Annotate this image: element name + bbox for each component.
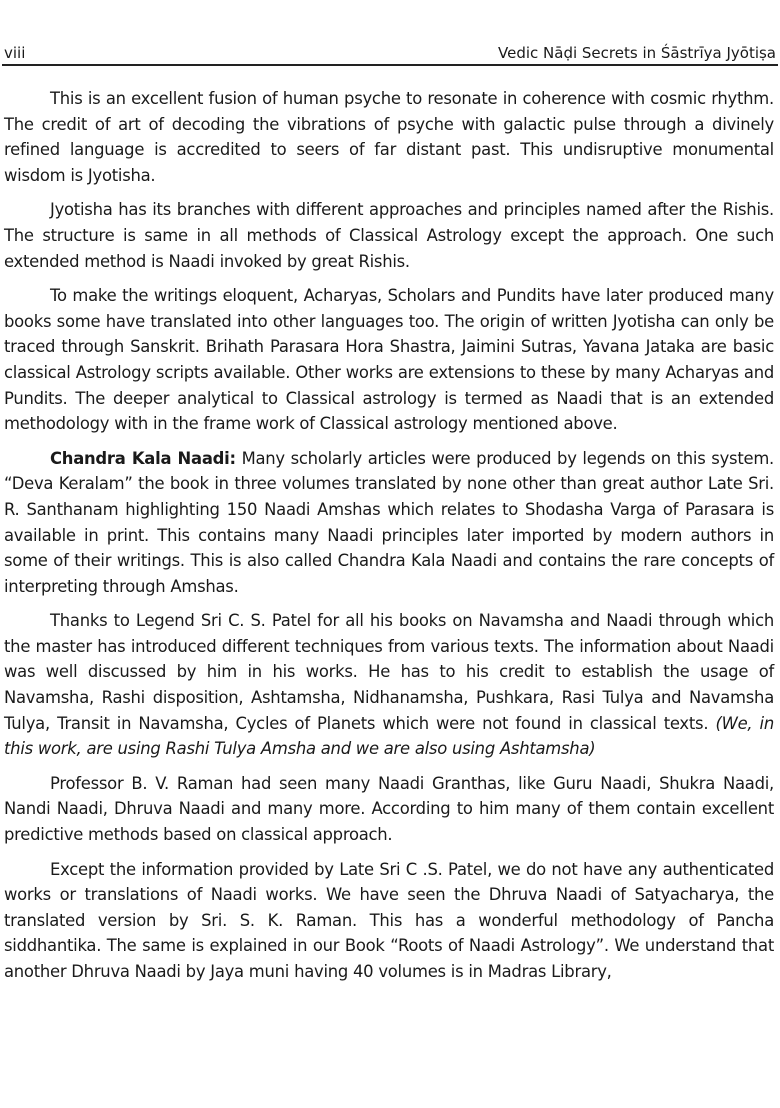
paragraph [4, 857, 774, 985]
running-title: Vedic Nāḍi Secrets in Śāstrīya Jyōtiṣa [498, 44, 776, 62]
italic-note: (We, in this work, are using Rashi Tulya Amsha and we are also using Ashtamsha) [4, 713, 774, 759]
header-rule [2, 64, 778, 66]
page-header [4, 40, 776, 62]
paragraph [4, 197, 774, 274]
paragraph [4, 86, 774, 188]
paragraph-text: To make the writings eloquent, Acharyas, Scholars and Pundits have later produced many books some have translated into other languages too. The origin of written Jyotisha can only be traced through Sanskrit. Brihath Parasara Hora Shastra, Jaimini Sutras, Yavana Jataka are basic classical Astrology scripts available. Other works are extensions to these by many Acharyas and Pundits. The deeper analytical to Classical astrology is termed as Naadi that is an extended methodology with in the frame work of Classical astrology mentioned above. [4, 286, 774, 434]
body-text [4, 86, 774, 994]
paragraph [4, 283, 774, 437]
paragraph-text: This is an excellent fusion of human psyche to resonate in coherence with cosmic rhythm. The credit of art of decoding the vibrations of psyche with galactic pulse through a divinely refined language is accredited to seers of far distant past. This undisruptive monumental wisdom is Jyotisha. [4, 89, 774, 185]
section-lead: Chandra Kala Naadi: [50, 448, 236, 468]
paragraph-text: Except the information provided by Late Sri C .S. Patel, we do not have any authenticated works or translations of Naadi works. We have seen the Dhruva Naadi of Satyacharya, the translated version by Sri. S. K. Raman. This has a wonderful methodology of Pancha siddhantika. The same is explained in our Book “Roots of Naadi Astrology”. We understand that another Dhruva Naadi by Jaya muni having 40 volumes is in Madras Library, [4, 859, 774, 981]
paragraph [4, 771, 774, 848]
paragraph [4, 608, 774, 762]
paragraph-text: Professor B. V. Raman had seen many Naadi Granthas, like Guru Naadi, Shukra Naadi, Nandi Naadi, Dhruva Naadi and many more. According to him many of them contain excellent predictive methods based on classical approach. [4, 773, 774, 845]
paragraph-text: Thanks to Legend Sri C. S. Patel for all his books on Navamsha and Naadi through which the master has introduced different techniques from various texts. The information about Naadi was well discussed by him in his works. He has to his credit to establish the usage of Navamsha, Rashi disposition, Ashtamsha, Nidhanamsha, Pushkara, Rasi Tulya and Navamsha Tulya, Transit in Navamsha, Cycles of Planets which were not found in classical texts. [4, 611, 774, 733]
paragraph [4, 446, 774, 600]
paragraph-text: Many scholarly articles were produced by legends on this system. “Deva Keralam” the book in three volumes translated by none other than great author Late Sri. R. Santhanam highlighting 150 Naadi Amshas which relates to Shodasha Varga of Parasara is available in print. This contains many Naadi principles later imported by modern authors in some of their writings. This is also called Chandra Kala Naadi and contains the rare concepts of interpreting through Amshas. [4, 448, 775, 596]
paragraph-text: Jyotisha has its branches with different approaches and principles named after the Rishis. The structure is same in all methods of Classical Astrology except the approach. One such extended method is Naadi invoked by great Rishis. [4, 200, 774, 271]
page-number: viii [4, 44, 26, 62]
